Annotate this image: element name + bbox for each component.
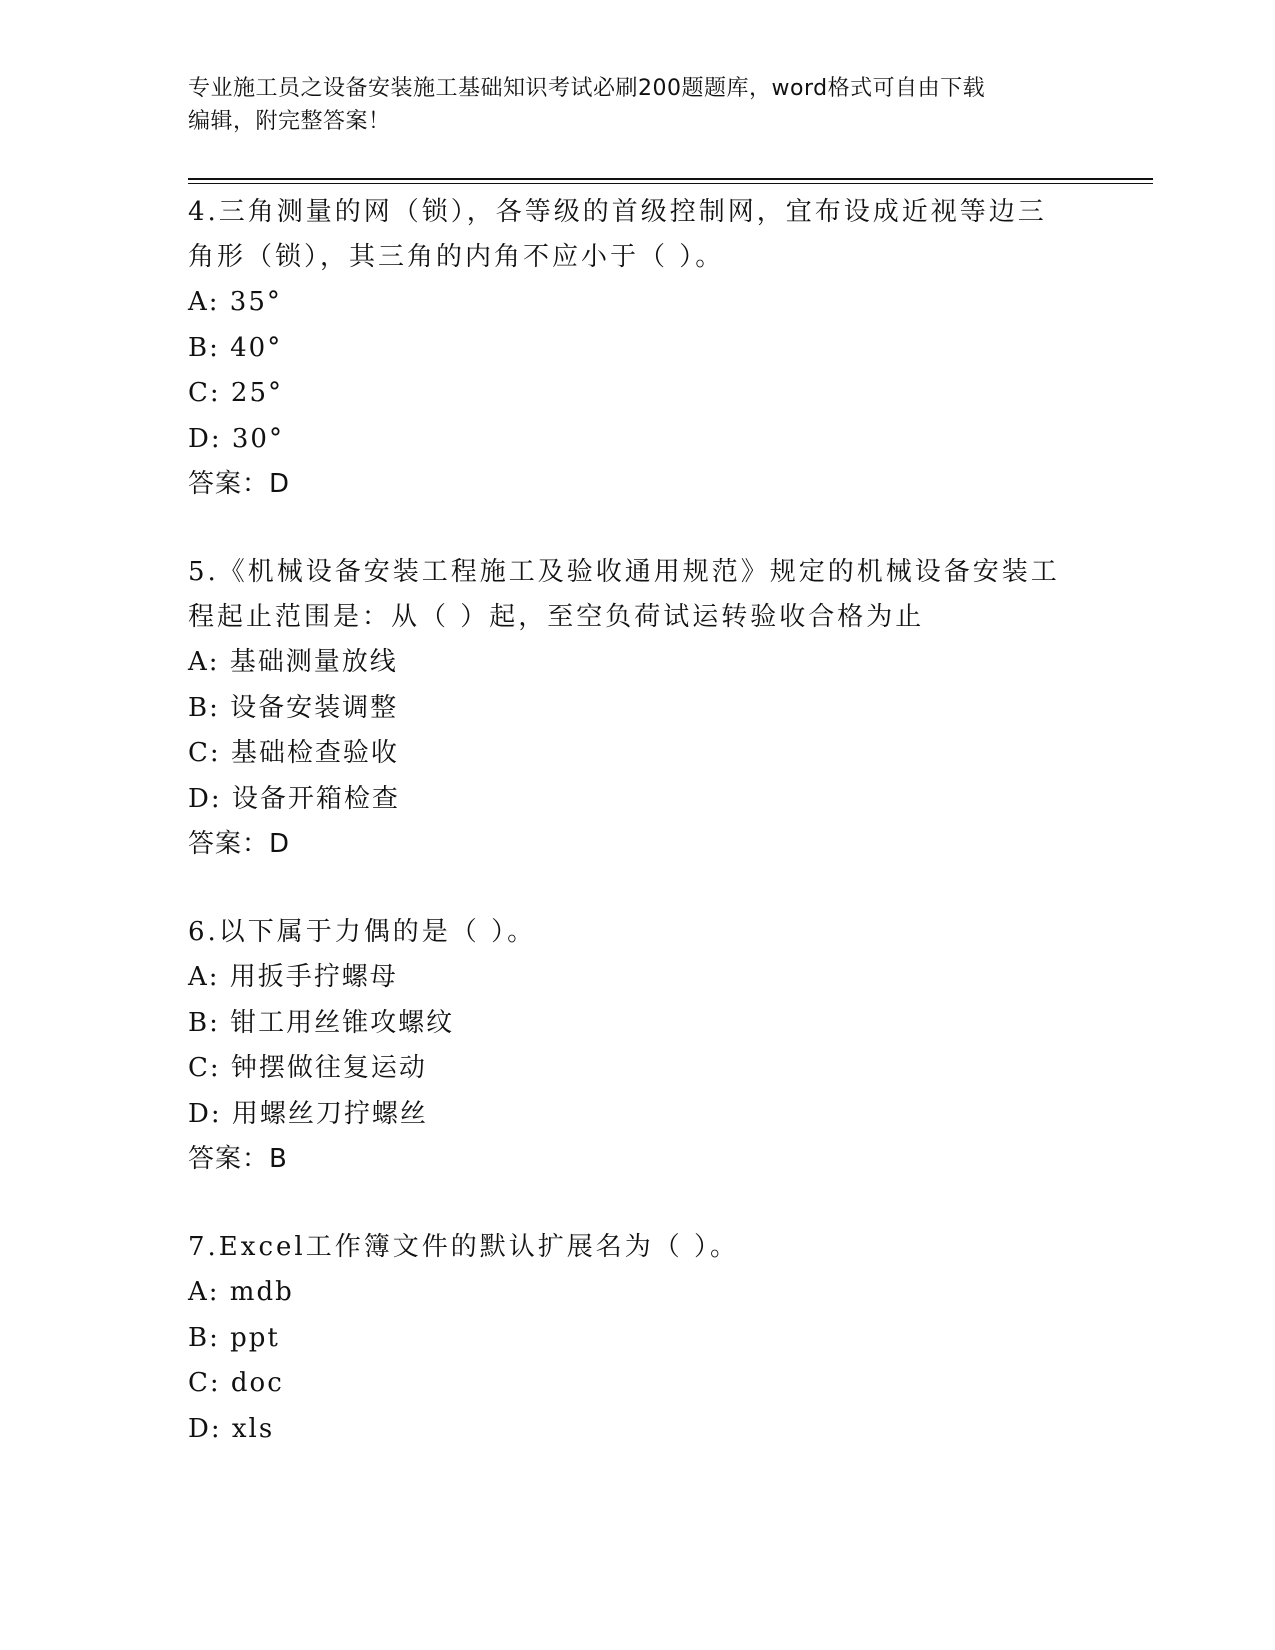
answer-line: 答案：D xyxy=(188,829,291,859)
option-a: A: mdb xyxy=(188,1277,294,1307)
question-5 xyxy=(188,550,1088,866)
question-stem-line: 7.Excel工作簿文件的默认扩展名为（ ）。 xyxy=(188,1232,739,1262)
question-stem-line: 程起止范围是：从（ ）起，至空负荷试运转验收合格为止 xyxy=(188,602,925,632)
option-c: C: 钟摆做往复运动 xyxy=(188,1053,427,1083)
question-4 xyxy=(188,190,1088,506)
question-stem-line: 4.三角测量的网（锁），各等级的首级控制网，宜布设成近视等边三 xyxy=(188,197,1047,227)
option-b: B: 设备安装调整 xyxy=(188,692,399,723)
answer-line: 答案：B xyxy=(188,1144,288,1174)
question-stem-line: 6.以下属于力偶的是（ ）。 xyxy=(188,917,537,947)
answer-line: 答案：D xyxy=(188,469,291,499)
header-title-line-2: 编辑，附完整答案！ xyxy=(188,109,391,134)
document-header xyxy=(188,72,1088,138)
option-c: C: doc xyxy=(188,1368,284,1398)
option-c: C: 基础检查验收 xyxy=(188,738,399,768)
question-stem-line: 5.《机械设备安装工程施工及验收通用规范》规定的机械设备安装工 xyxy=(188,557,1060,587)
question-6 xyxy=(188,910,1088,1181)
option-b: B: 钳工用丝锥攻螺纹 xyxy=(188,1007,455,1038)
option-b: B: ppt xyxy=(188,1322,280,1353)
option-a: A: 35° xyxy=(188,287,282,317)
option-c: C: 25° xyxy=(188,378,284,408)
header-title-line-1: 专业施工员之设备安装施工基础知识考试必刷200题题库，word格式可自由下载 xyxy=(188,76,986,101)
option-a: A: 用扳手拧螺母 xyxy=(188,962,398,992)
option-d: D: 设备开箱检查 xyxy=(188,783,400,814)
question-7 xyxy=(188,1225,1088,1452)
header-divider-thick xyxy=(188,178,1153,180)
question-stem-line: 角形（锁），其三角的内角不应小于（ ）。 xyxy=(188,242,725,272)
option-d: D: 用螺丝刀拧螺丝 xyxy=(188,1098,428,1129)
option-a: A: 基础测量放线 xyxy=(188,647,398,677)
question-list xyxy=(188,190,1088,1496)
header-divider-thin xyxy=(188,183,1153,184)
option-d: D: xls xyxy=(188,1413,275,1444)
option-d: D: 30° xyxy=(188,423,284,454)
option-b: B: 40° xyxy=(188,332,283,363)
